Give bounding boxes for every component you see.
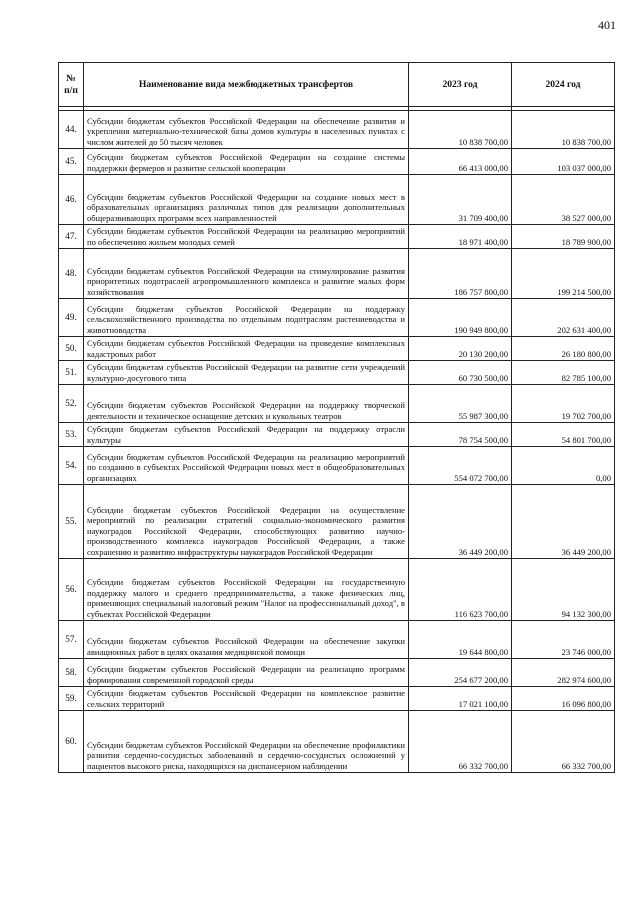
row-name: Субсидии бюджетам субъектов Российской Федерации на поддержку творческой деятельности и техническое оснащение детских и кукольных театров <box>84 385 409 423</box>
row-value-2023: 66 332 700,00 <box>409 711 512 773</box>
row-number: 46. <box>59 175 84 225</box>
row-value-2023: 18 971 400,00 <box>409 225 512 249</box>
header-name: Наименование вида межбюджетных трансфертов <box>84 63 409 107</box>
row-value-2024: 16 096 800,00 <box>512 687 615 711</box>
row-number: 48. <box>59 249 84 299</box>
row-name: Субсидии бюджетам субъектов Российской Федерации на стимулирование развития приоритетных подотраслей агропромышленного комплекса и развитие малых форм хозяйствования <box>84 249 409 299</box>
row-value-2023: 17 021 100,00 <box>409 687 512 711</box>
row-number: 59. <box>59 687 84 711</box>
table-row <box>59 361 615 385</box>
row-name: Субсидии бюджетам субъектов Российской Федерации на создание новых мест в образовательных организациях различных типов для реализации дополнительных общеразвивающих программ всех направленностей <box>84 175 409 225</box>
table-row <box>59 659 615 687</box>
row-name: Субсидии бюджетам субъектов Российской Федерации на реализацию программ формирования современной городской среды <box>84 659 409 687</box>
row-number: 57. <box>59 621 84 659</box>
row-value-2023: 31 709 400,00 <box>409 175 512 225</box>
row-value-2024: 199 214 500,00 <box>512 249 615 299</box>
row-name: Субсидии бюджетам субъектов Российской Федерации на комплексное развитие сельских территорий <box>84 687 409 711</box>
row-number: 56. <box>59 559 84 621</box>
row-number: 51. <box>59 361 84 385</box>
row-number: 60. <box>59 711 84 773</box>
row-name: Субсидии бюджетам субъектов Российской Федерации на обеспечение закупки авиационных работ в целях оказания медицинской помощи <box>84 621 409 659</box>
row-value-2024: 26 180 800,00 <box>512 337 615 361</box>
row-value-2024: 66 332 700,00 <box>512 711 615 773</box>
table-row <box>59 175 615 225</box>
table-row <box>59 337 615 361</box>
table-row <box>59 111 615 149</box>
row-number: 47. <box>59 225 84 249</box>
row-value-2024: 38 527 000,00 <box>512 175 615 225</box>
row-name: Субсидии бюджетам субъектов Российской Федерации на обеспечение развития и укрепления материально-технической базы домов культуры в населенных пунктах с числом жителей до 50 тысяч человек <box>84 111 409 149</box>
row-value-2024: 23 746 000,00 <box>512 621 615 659</box>
table-row <box>59 225 615 249</box>
row-value-2024: 10 838 700,00 <box>512 111 615 149</box>
table-row <box>59 149 615 175</box>
row-value-2023: 254 677 200,00 <box>409 659 512 687</box>
row-name: Субсидии бюджетам субъектов Российской Федерации на проведение комплексных кадастровых работ <box>84 337 409 361</box>
table-row <box>59 687 615 711</box>
table-body <box>59 107 615 773</box>
row-value-2023: 116 623 700,00 <box>409 559 512 621</box>
row-value-2024: 103 037 000,00 <box>512 149 615 175</box>
row-value-2023: 36 449 200,00 <box>409 485 512 559</box>
table-header-row <box>59 63 615 107</box>
row-value-2024: 82 785 100,00 <box>512 361 615 385</box>
row-value-2024: 18 789 900,00 <box>512 225 615 249</box>
row-name: Субсидии бюджетам субъектов Российской Федерации на осуществление мероприятий по реализации стратегий социально-экономического развития наукоградов Российской Федерации, способствующих развитию научно-производственного комплекса наукоградов Российской Федерации, а также сохранению и развитию инфраструктуры наукоградов Российской Федерации <box>84 485 409 559</box>
row-name: Субсидии бюджетам субъектов Российской Федерации на государственную поддержку малого и среднего предпринимательства, а также физических лиц, применяющих специальный налоговый режим "Налог на профессиональный доход", в субъектах Российской Федерации <box>84 559 409 621</box>
table-row <box>59 621 615 659</box>
table-row <box>59 559 615 621</box>
row-value-2023: 10 838 700,00 <box>409 111 512 149</box>
row-name: Субсидии бюджетам субъектов Российской Федерации на обеспечение профилактики развития сердечно-сосудистых заболеваний и сердечно-сосудистых осложнений у пациентов высокого риска, находящихся на диспансерном наблюдении <box>84 711 409 773</box>
table-row <box>59 711 615 773</box>
header-number: № п/п <box>59 63 84 107</box>
header-2023: 2023 год <box>409 63 512 107</box>
row-value-2024: 19 702 700,00 <box>512 385 615 423</box>
table-row <box>59 385 615 423</box>
row-number: 53. <box>59 423 84 447</box>
row-number: 52. <box>59 385 84 423</box>
transfers-table <box>58 62 615 773</box>
table-row <box>59 485 615 559</box>
row-value-2024: 94 132 300,00 <box>512 559 615 621</box>
table-row <box>59 423 615 447</box>
row-name: Субсидии бюджетам субъектов Российской Федерации на создание системы поддержки фермеров и развитие сельской кооперации <box>84 149 409 175</box>
row-number: 55. <box>59 485 84 559</box>
header-2024: 2024 год <box>512 63 615 107</box>
table-row <box>59 299 615 337</box>
row-number: 54. <box>59 447 84 485</box>
row-value-2023: 190 949 800,00 <box>409 299 512 337</box>
row-value-2024: 54 801 700,00 <box>512 423 615 447</box>
row-name: Субсидии бюджетам субъектов Российской Федерации на поддержку сельскохозяйственного производства по отдельным подотраслям растениеводства и животноводства <box>84 299 409 337</box>
row-value-2023: 20 130 200,00 <box>409 337 512 361</box>
row-value-2023: 78 754 500,00 <box>409 423 512 447</box>
row-number: 58. <box>59 659 84 687</box>
row-number: 50. <box>59 337 84 361</box>
page-number: 401 <box>598 18 616 32</box>
row-value-2024: 202 631 400,00 <box>512 299 615 337</box>
row-value-2024: 282 974 600,00 <box>512 659 615 687</box>
table-row <box>59 249 615 299</box>
row-name: Субсидии бюджетам субъектов Российской Федерации на реализацию мероприятий по созданию в субъектах Российской Федерации новых мест в общеобразовательных организациях <box>84 447 409 485</box>
row-number: 44. <box>59 111 84 149</box>
row-name: Субсидии бюджетам субъектов Российской Федерации на реализацию мероприятий по обеспечению жильем молодых семей <box>84 225 409 249</box>
row-value-2023: 186 757 800,00 <box>409 249 512 299</box>
table-row <box>59 447 615 485</box>
row-value-2023: 60 730 500,00 <box>409 361 512 385</box>
row-value-2024: 0,00 <box>512 447 615 485</box>
row-number: 45. <box>59 149 84 175</box>
row-name: Субсидии бюджетам субъектов Российской Федерации на развитие сети учреждений культурно-досугового типа <box>84 361 409 385</box>
row-value-2023: 66 413 000,00 <box>409 149 512 175</box>
row-value-2023: 55 987 300,00 <box>409 385 512 423</box>
row-value-2024: 36 449 200,00 <box>512 485 615 559</box>
row-value-2023: 19 644 800,00 <box>409 621 512 659</box>
row-value-2023: 554 072 700,00 <box>409 447 512 485</box>
row-name: Субсидии бюджетам субъектов Российской Федерации на поддержку отрасли культуры <box>84 423 409 447</box>
row-number: 49. <box>59 299 84 337</box>
